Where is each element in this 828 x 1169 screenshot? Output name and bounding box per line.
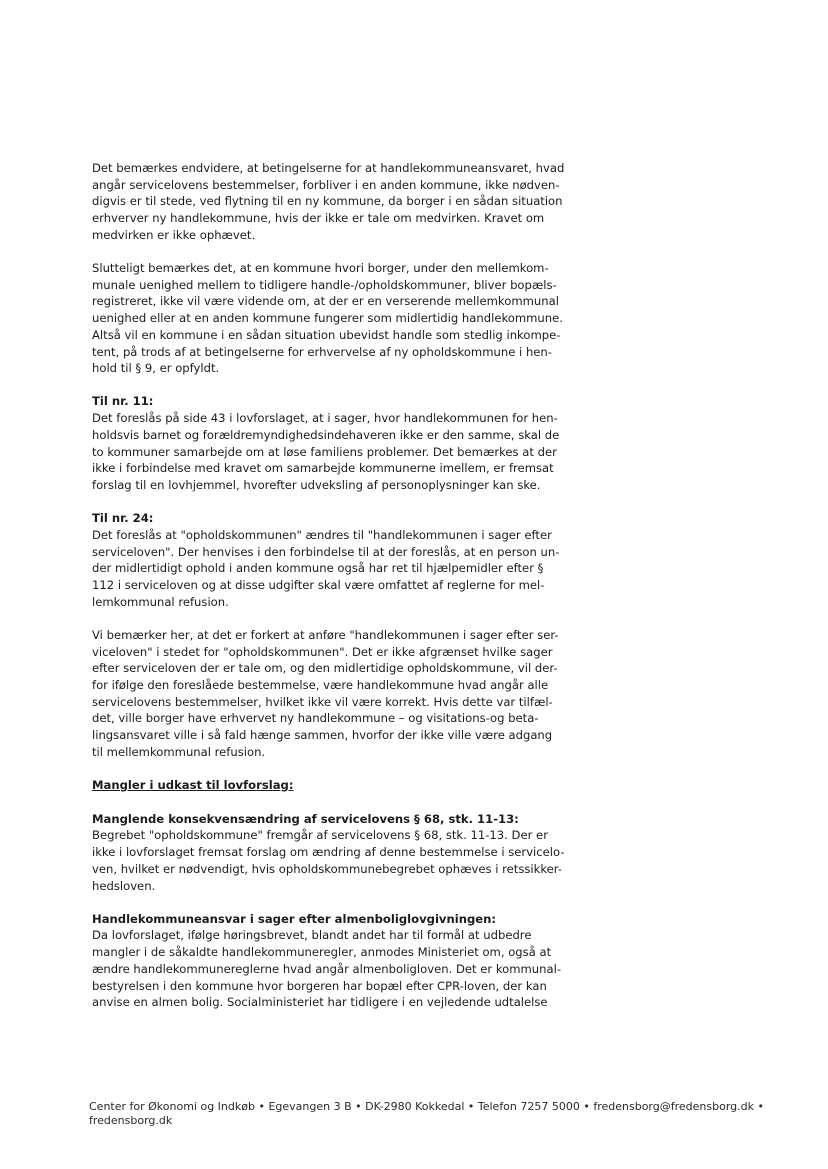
- paragraph-heading: Manglende konsekvensændring af servicelovens § 68, stk. 11-13:: [92, 811, 519, 826]
- paragraph: [92, 160, 592, 244]
- footer-address-line: Center for Økonomi og Indkøb • Egevangen 3 B • DK-2980 Kokkedal • Telefon 7257 5000 • fredensborg@fredensborg.dk •: [89, 1100, 764, 1113]
- paragraph-text: Det foreslås at "opholdskommunen" ændres til "handlekommunen i sager efter serviceloven". Der henvises i den forbindelse til at der foreslås, at en person un- der midlertidigt ophold i anden kommune også har ret til hjælpemidler efter § 112 i serviceloven og at disse udgifter skal være omfattet af reglerne for mel- lemkommunal refusion.: [92, 527, 560, 609]
- paragraph: [92, 510, 592, 610]
- paragraph: [92, 811, 592, 895]
- paragraph-text: Vi bemærker her, at det er forkert at anføre "handlekommunen i sager efter ser- viceloven" i stedet for "opholdskommunen". Det er ikke afgrænset hvilke sager efter serviceloven der er tale om, og den midlertidige opholdskommune, vil der- for ifølge den foreslåede bestemmelse, være handlekommune hvad angår alle servicelovens bestemmelser, hvilket ikke vil være korrekt. Hvis dette var tilfæl- det, ville borger have erhvervet ny handlekommune – og visitations-og beta- lingsansvaret ville i så fald hænge sammen, hvorfor der ikke ville være adgang til mellemkommunal refusion.: [92, 627, 559, 759]
- paragraph-heading: Til nr. 24:: [92, 511, 154, 526]
- footer-website-line: fredensborg.dk: [89, 1114, 173, 1127]
- paragraph-text: Det bemærkes endvidere, at betingelserne for at handlekommuneansvaret, hvad angår servicelovens bestemmelser, forbliver i en anden kommune, ikke nødven- digvis er til stede, ved flytning til en ny kommune, da borger i en sådan situation erhverver ny handlekommune, hvis der ikke er tale om medvirken. Kravet om medvirken er ikke ophævet.: [92, 161, 565, 242]
- paragraph-text: Da lovforslaget, ifølge høringsbrevet, blandt andet har til formål at udbedre mangler i de såkaldte handlekommuneregler, anmodes Ministeriet om, også at ændre handlekommunereglerne hvad angår almenboligloven. Det er kommunal- bestyrelsen i den kommune hvor borgeren har bopæl efter CPR-loven, der kan anvise en almen bolig. Socialministeriet har tidligere i en vejledende udtalelse: [92, 928, 562, 1010]
- section-title: Mangler i udkast til lovforslag:: [92, 778, 294, 792]
- paragraph-text: Slutteligt bemærkes det, at en kommune hvori borger, under den mellemkom- munale uenighed mellem to tidligere handle-/opholdskommuner, bliver bopæls- registreret, ikke vil være vidende om, at der er en verserende mellemkommunal uenighed eller at en anden kommune fungerer som midlertidig handlekommune. Altså vil en kommune i en sådan situation ubevidst handle som stedlig inkompe- tent, på trods af at betingelserne for erhvervelse af ny opholdskommune i hen- hold til § 9, er opfyldt.: [92, 261, 563, 376]
- paragraph: [92, 393, 592, 493]
- page-footer: [89, 1100, 769, 1128]
- paragraph: [92, 260, 592, 377]
- document-body: [92, 160, 592, 1027]
- paragraph-text: Det foreslås på side 43 i lovforslaget, at i sager, hvor handlekommunen for hen- holdsvis barnet og forældremyndighedsindehaveren ikke er den samme, skal de to kommuner samarbejde om at løse familiens problemer. Det bemærkes at der ikke i forbindelse med kravet om samarbejde kommunerne imellem, er fremsat forslag til en lovhjemmel, hvorefter udveksling af personoplysninger kan ske.: [92, 411, 560, 492]
- paragraph-heading: Handlekommuneansvar i sager efter almenboliglovgivningen:: [92, 911, 497, 926]
- paragraph-text: Begrebet "opholdskommune" fremgår af servicelovens § 68, stk. 11-13. Der er ikke i lovforslaget fremsat forslag om ændring af denne bestemmelse i servicelo- ven, hvilket er nødvendigt, hvis opholdskommunebegrebet ophæves i retssikker- hedsloven.: [92, 828, 565, 893]
- paragraph-heading: Til nr. 11:: [92, 394, 154, 409]
- paragraph: [92, 627, 592, 761]
- paragraph: [92, 911, 592, 1011]
